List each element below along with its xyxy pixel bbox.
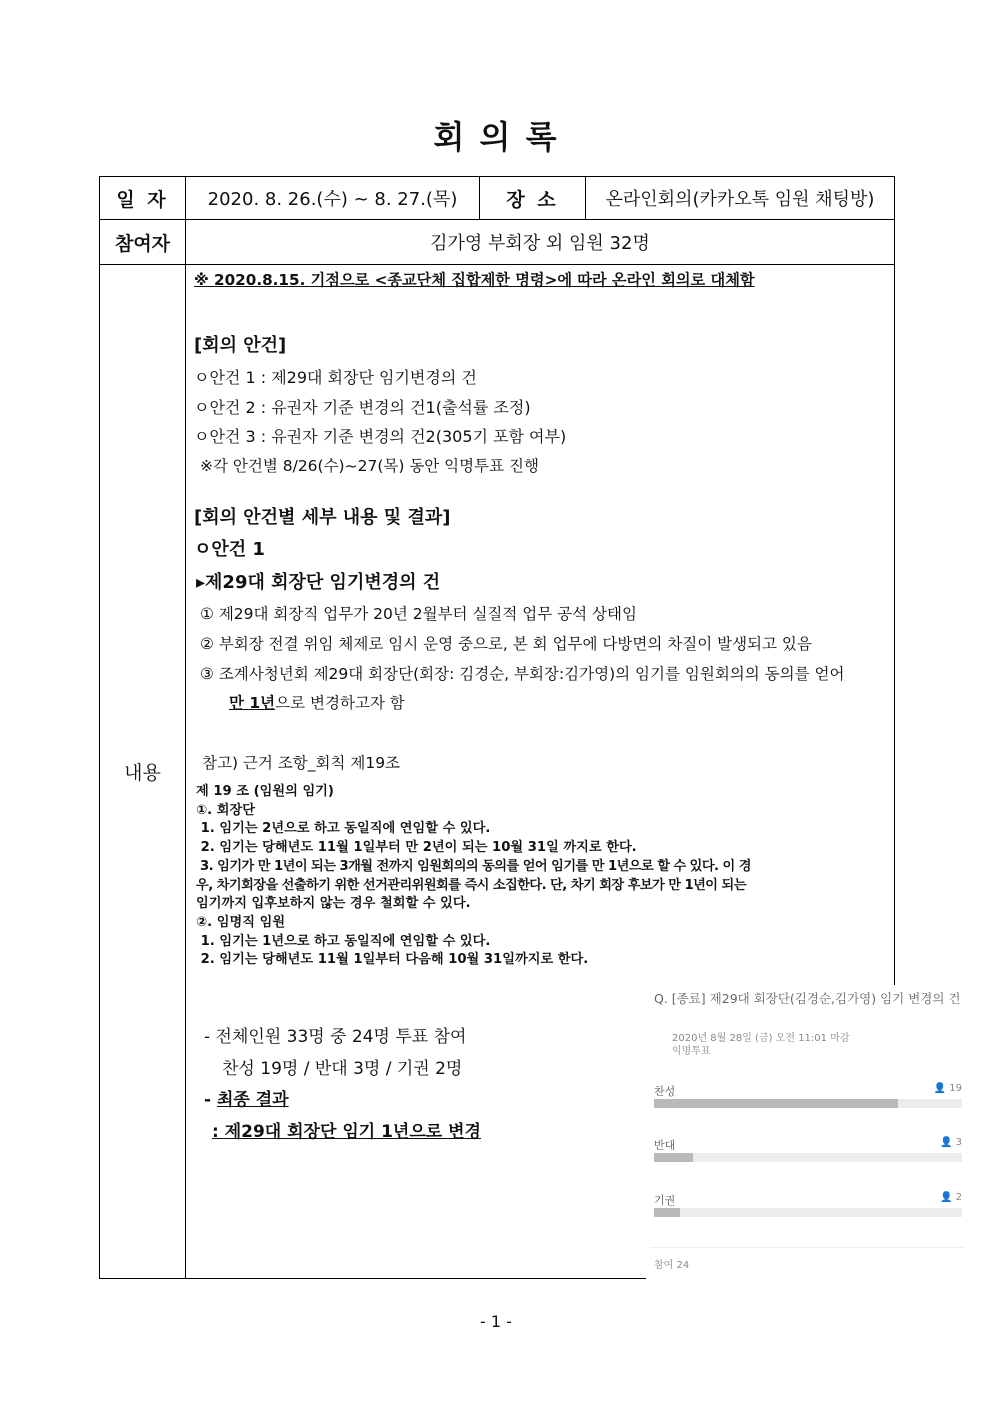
- agenda-note: ※각 안건별 8/26(수)~27(목) 동안 익명투표 진행: [200, 457, 539, 475]
- item1-heading: ㅇ안건 1: [194, 539, 265, 560]
- agenda-heading: [회의 안건]: [194, 335, 287, 356]
- article-line: ①. 회장단: [196, 802, 255, 818]
- poll-divider: [650, 1247, 964, 1248]
- poll-option-count: [934, 1083, 962, 1094]
- poll-bar-fill: [654, 1153, 693, 1162]
- poll-bar-fill: [654, 1099, 898, 1108]
- poll-option: [654, 1083, 964, 1133]
- agenda-item: ㅇ안건 2 : 유권자 기준 변경의 건1(출석률 조정): [194, 398, 531, 417]
- article-line: 임기까지 입후보하지 않는 경우 철회할 수 있다.: [196, 896, 471, 912]
- date-value: 2020. 8. 26.(수) ~ 8. 27.(목): [207, 189, 458, 210]
- final-label-line: [204, 1085, 289, 1110]
- poll-option-label: 기권: [654, 1194, 676, 1207]
- article-line: 1. 임기는 2년으로 하고 동일직에 연임할 수 있다.: [196, 821, 491, 837]
- page-number: - 1 -: [480, 1312, 512, 1331]
- point-continuation-text: 으로 변경하고자 함: [275, 694, 405, 712]
- poll-bar-fill: [654, 1208, 680, 1217]
- article-line: 1. 임기는 1년으로 하고 동일직에 연임할 수 있다.: [196, 933, 491, 949]
- item1-title: ▸제29대 회장단 임기변경의 건: [196, 572, 441, 593]
- poll-card: [646, 985, 976, 1285]
- poll-option-label: 찬성: [654, 1085, 676, 1098]
- poll-bar-track: [654, 1153, 962, 1162]
- place-label: 장 소: [506, 188, 559, 211]
- vote-summary: - 전체인원 33명 중 24명 투표 참여: [204, 1027, 467, 1047]
- vote-breakdown: 찬성 19명 / 반대 3명 / 기권 2명: [222, 1059, 463, 1079]
- poll-bar-track: [654, 1099, 962, 1108]
- agenda-item: ㅇ안건 1 : 제29대 회장단 임기변경의 건: [194, 368, 477, 387]
- poll-participants: 참여 24: [654, 1260, 690, 1271]
- point: ③ 조계사청년회 제29대 회장단(회장: 김경순, 부회장:김가영)의 임기를 임원회의의 동의를 얻어: [200, 665, 845, 683]
- minutes-table: [99, 176, 962, 1279]
- article-line: 제 19 조 (임원의 임기): [196, 784, 334, 799]
- poll-bar-track: [654, 1208, 962, 1217]
- poll-option: [654, 1137, 964, 1187]
- content-label: 내용: [124, 762, 161, 784]
- point-continuation: [229, 691, 405, 713]
- document-title: 회 의 록: [433, 118, 559, 156]
- notice: ※ 2020.8.15. 기점으로 <종교단체 집합제한 명령>에 따라 온라인 회의로 대체함: [194, 271, 755, 289]
- poll-option-count-value: 2: [955, 1192, 962, 1203]
- details-heading: [회의 안건별 세부 내용 및 결과]: [194, 507, 451, 528]
- agenda-item: ㅇ안건 3 : 유권자 기준 변경의 건2(305기 포함 여부): [194, 427, 567, 446]
- person-icon: 👤: [939, 1192, 953, 1203]
- attendees-value: 김가영 부회장 외 임원 32명: [430, 233, 650, 254]
- article-line: 2. 임기는 당해년도 11월 1일부터 다음해 10월 31일까지로 한다.: [196, 952, 589, 968]
- final-dash: -: [204, 1090, 217, 1110]
- person-icon: 👤: [933, 1083, 947, 1094]
- final-result: : 제29대 회장단 임기 1년으로 변경: [212, 1122, 481, 1142]
- reference: 참고) 근거 조항_회칙 제19조: [202, 754, 401, 772]
- poll-deadline: 2020년 8월 28일 (금) 오전 11:01 마감: [672, 1033, 850, 1044]
- point: ② 부회장 전결 위임 체제로 임시 운영 중으로, 본 회 업무에 다방면의 차질이 발생되고 있음: [200, 635, 812, 653]
- poll-option-count-value: 19: [949, 1083, 962, 1094]
- attendees-label: 참여자: [114, 232, 171, 255]
- poll-title: Q. [종료] 제29대 회장단(김경순,김가영) 임기 변경의 건: [654, 991, 961, 1006]
- poll-type: 익명투표: [672, 1046, 711, 1057]
- underlined-term: 만 1년: [229, 694, 276, 712]
- person-icon: 👤: [939, 1137, 953, 1148]
- poll-option: [654, 1192, 964, 1242]
- date-label: 일 자: [116, 188, 169, 211]
- article-line: 2. 임기는 당해년도 11월 1일부터 만 2년이 되는 10월 31일 까지로 한다.: [196, 840, 637, 856]
- article-excerpt: [196, 783, 886, 970]
- poll-option-count: [940, 1192, 962, 1203]
- poll-option-count: [940, 1137, 962, 1148]
- final-label: 최종 결과: [216, 1090, 289, 1110]
- poll-option-label: 반대: [654, 1139, 676, 1152]
- place-value: 온라인회의(카카오톡 임원 채팅방): [605, 189, 875, 210]
- content-area: [186, 265, 962, 1278]
- poll-option-count-value: 3: [955, 1137, 962, 1148]
- article-line: ②. 임명직 임원: [196, 914, 286, 930]
- point: ① 제29대 회장직 업무가 20년 2월부터 실질적 업무 공석 상태임: [200, 605, 637, 623]
- article-line: 3. 임기가 만 1년이 되는 3개월 전까지 임원회의의 동의를 얻어 임기를 만 1년으로 할 수 있다. 이 경: [196, 858, 751, 874]
- article-line: 우, 차기회장을 선출하기 위한 선거관리위원회를 즉시 소집한다. 단, 차기 회장 후보가 만 1년이 되는: [196, 877, 746, 893]
